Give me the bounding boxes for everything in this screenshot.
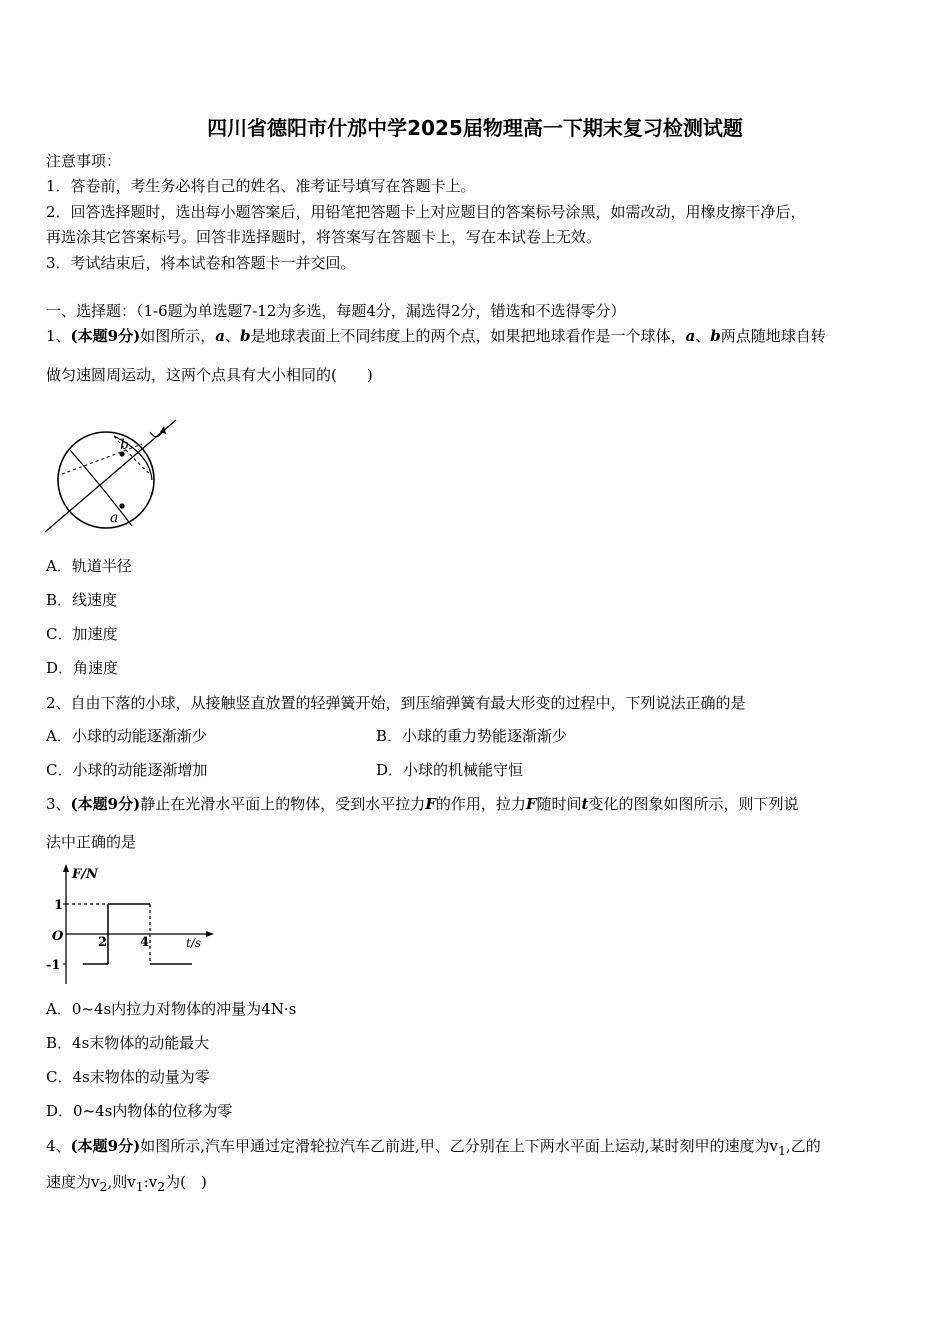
q4-text: 速度为v: [46, 1173, 100, 1191]
q4-num: 4、: [46, 1137, 71, 1155]
q3-text: 随时间: [536, 795, 582, 813]
q2-option-d: D．小球的机械能守恒: [376, 761, 524, 779]
notice-heading: 注意事项：: [46, 152, 122, 170]
notice-item-2: 2．回答选择题时，选出每小题答案后，用铅笔把答题卡上对应题目的答案标号涂黑，如需改动，用橡皮擦干净后，: [46, 203, 806, 221]
q1-text: 如图所示，: [140, 327, 216, 345]
q3-var-F: F: [425, 795, 436, 813]
q4-text: :v: [143, 1173, 158, 1191]
q4-text: ,则v: [107, 1173, 136, 1191]
q1-num: 1、: [46, 327, 71, 345]
q4-sub: 1: [135, 1179, 144, 1194]
x-axis-arrow: [206, 931, 214, 937]
q1-option-c: C．加速度: [46, 625, 118, 643]
x-tick-4: 4: [140, 935, 150, 950]
q2-option-c: C．小球的动能逐渐增加: [46, 761, 208, 779]
q1-var-a: a: [685, 327, 696, 345]
earth-figure: [40, 414, 180, 536]
equator-ellipse: [70, 450, 132, 526]
q1-text: 、: [695, 327, 711, 345]
notice-item-2-cont: 再选涂其它答案标号。回答非选择题时，将答案写在答题卡上，写在本试卷上无效。: [46, 228, 602, 246]
section-heading: 一、选择题：（1-6题为单选题7-12为多选，每题4分，漏选得2分，错选和不选得零分）: [46, 302, 626, 320]
q3-text: 的作用，拉力: [435, 795, 526, 813]
q1-var-b: b: [239, 327, 251, 345]
q4-sub: 1: [777, 1143, 786, 1158]
x-tick-2: 2: [98, 935, 108, 950]
q3-var-F: F: [525, 795, 537, 813]
q4-sub: 2: [157, 1179, 166, 1194]
q3-text: 变化的图象如图所示，则下列说: [588, 795, 799, 813]
force-time-chart: [44, 862, 214, 990]
q4-stem: [46, 1137, 821, 1160]
point-a: [119, 503, 124, 508]
q1-text: 两点随地球自转: [720, 327, 826, 345]
q3-option-d: D．0~4s内物体的位移为零: [46, 1102, 233, 1120]
notice-item-1: 1．答卷前，考生务必将自己的姓名、准考证号填写在答题卡上。: [46, 177, 476, 195]
page-title: 四川省德阳市什邡中学2025届物理高一下期末复习检测试题: [207, 116, 743, 140]
q1-stem: [46, 327, 826, 345]
q3-stem: [46, 795, 799, 813]
q3-text: 静止在光滑水平面上的物体，受到水平拉力: [140, 795, 426, 813]
label-a: a: [110, 510, 119, 526]
notice-item-3: 3．考试结束后，将本试卷和答题卡一并交回。: [46, 254, 356, 272]
q1-tag: (本题9分): [70, 327, 141, 345]
origin-label: O: [52, 929, 64, 944]
q1-option-b: B．线速度: [46, 591, 118, 609]
q1-option-d: D．角速度: [46, 659, 119, 677]
q3-option-c: C．4s末物体的动量为零: [46, 1068, 210, 1086]
q4-text: 为( ): [165, 1173, 207, 1191]
q2-option-b: B．小球的重力势能逐渐渐少: [376, 727, 568, 745]
q4-text: ,乙的: [785, 1137, 821, 1155]
y-axis-arrow: [63, 864, 69, 872]
q4-tag: (本题9分): [70, 1137, 141, 1155]
q4-text: 如图所示,汽车甲通过定滑轮拉汽车乙前进,甲、乙分别在上下两水平面上运动,某时刻甲的速度为v: [140, 1137, 778, 1155]
q4-stem-cont: [46, 1173, 207, 1196]
label-b: b: [120, 437, 129, 453]
q2-stem: 2、自由下落的小球，从接触竖直放置的轻弹簧开始，到压缩弹簧有最大形变的过程中，下列说法正确的是: [46, 694, 746, 712]
q3-num: 3、: [46, 795, 71, 813]
x-axis-label: t/s: [186, 936, 202, 950]
q3-option-a: A．0~4s内拉力对物体的冲量为4N·s: [46, 1000, 297, 1018]
q1-var-b: b: [710, 327, 721, 345]
q3-tag: (本题9分): [70, 795, 141, 813]
q3-var-t: t: [581, 795, 589, 813]
q2-option-a: A．小球的动能逐渐渐少: [46, 727, 207, 745]
q1-stem-cont: 做匀速圆周运动，这两个点具有大小相同的( ): [46, 366, 373, 384]
y-tick-neg1: -1: [46, 958, 61, 973]
q1-text: 、: [224, 327, 240, 345]
q1-text: 是地球表面上不同纬度上的两个点，如果把地球看作是一个球体，: [250, 327, 686, 345]
q4-sub: 2: [99, 1179, 108, 1194]
q1-option-a: A．轨道半径: [46, 557, 132, 575]
q1-var-a: a: [215, 327, 225, 345]
q3-stem-cont: 法中正确的是: [46, 833, 137, 851]
y-tick-1: 1: [54, 898, 64, 913]
y-axis-label: F/N: [72, 867, 98, 882]
q3-option-b: B．4s末物体的动能最大: [46, 1034, 210, 1052]
